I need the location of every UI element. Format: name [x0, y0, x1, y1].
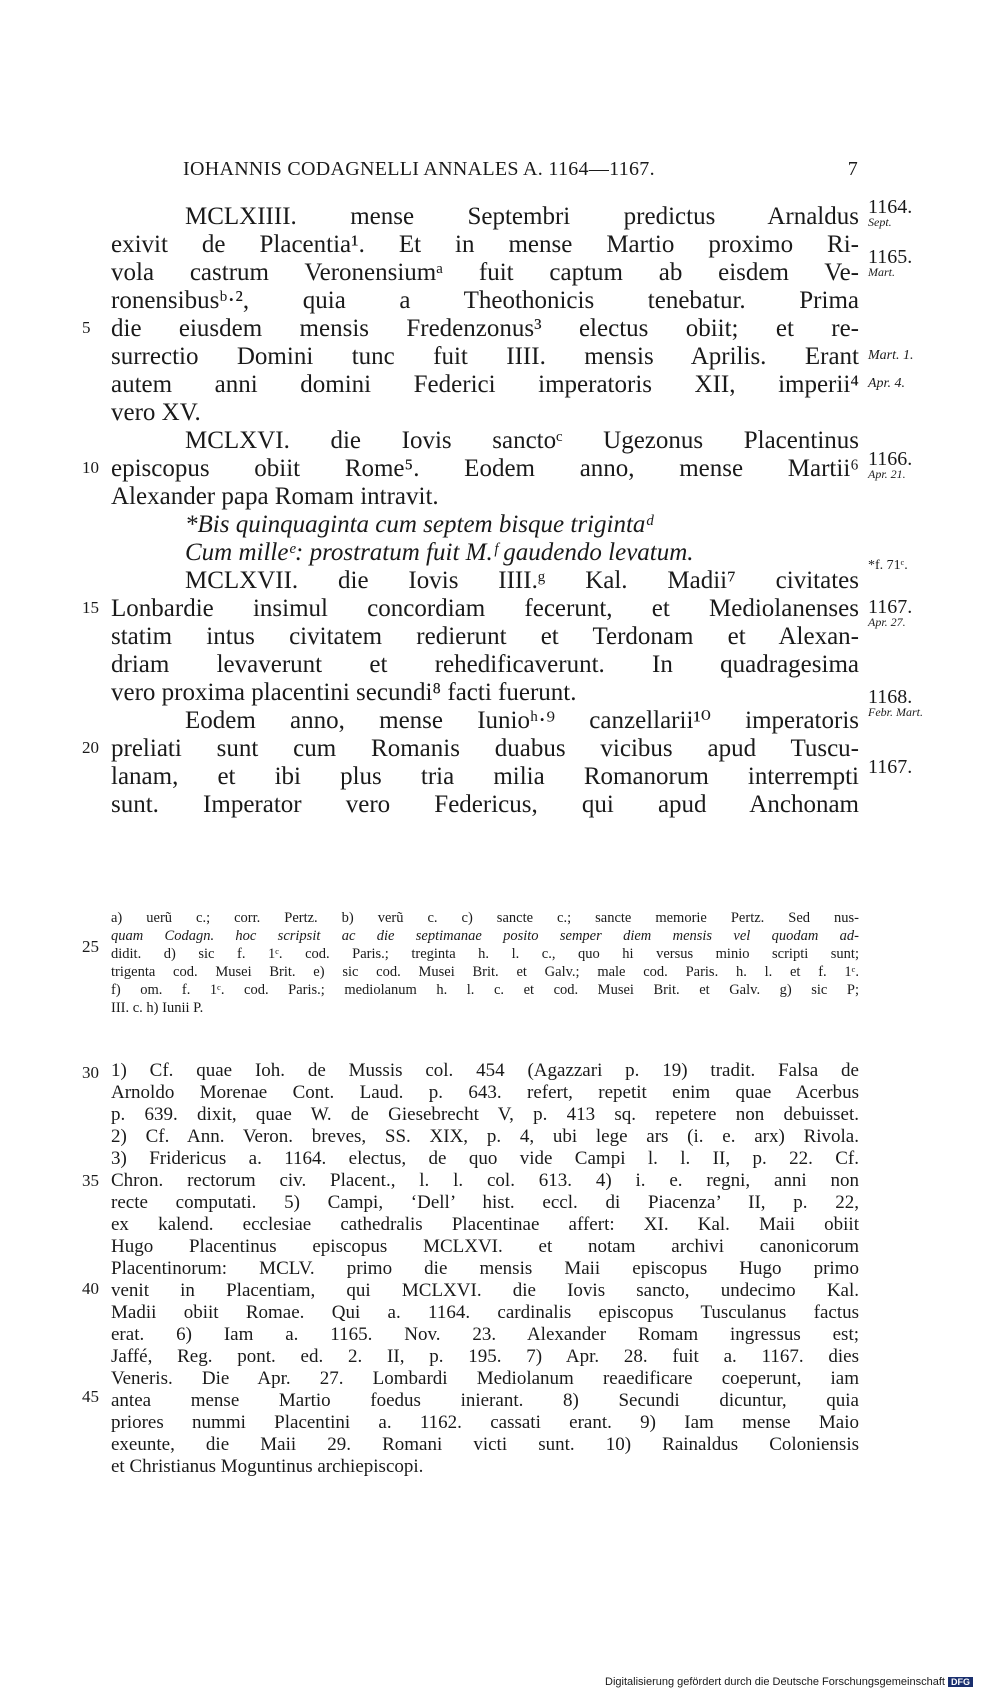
credit-text: Digitalisierung gefördert durch die Deutsche Forschungsgemeinschaft [605, 1676, 945, 1688]
line-number: 15 [82, 598, 99, 617]
text-line: vero XV. [111, 399, 201, 426]
running-header [183, 158, 858, 181]
text-line: exivit de Placentia¹. Et in mense Martio proximo Ri- [111, 231, 859, 258]
margin-date: 1166. Apr. 21. [868, 448, 913, 481]
digitization-credit [605, 1676, 973, 1688]
note-line: antea mense Martio foedus inierant. 8) Secundi dicuntur, quia [111, 1390, 859, 1411]
note-line: recte computati. 5) Campi, ‘Dell’ hist. eccl. di Piacenza’ II, p. 22, [111, 1192, 859, 1213]
note-line: p. 639. dixit, quae W. de Giesebrecht V, p. 413 sq. repetere non debuisset. [111, 1104, 859, 1125]
text-line: MCLXIIII. mense Septembri predictus Arnaldus [185, 203, 859, 230]
note-line: exeunte, die Maii 29. Romani victi sunt. 10) Rainaldus Coloniensis [111, 1434, 859, 1455]
note-line: Veneris. Die Apr. 27. Lombardi Mediolanum reaedificare coeperunt, iam [111, 1368, 859, 1389]
text-line: die eiusdem mensis Fredenzonus³ electus obiit; et re- [111, 315, 859, 342]
line-number: 40 [82, 1279, 99, 1298]
text-line: MCLXVII. die Iovis IIII.ᵍ Kal. Madii⁷ civitates [185, 567, 859, 594]
line-number: 30 [82, 1063, 99, 1082]
apparatus-line: f) om. f. 1ᶜ. cod. Paris.; mediolanum h. l. c. et cod. Musei Brit. et Galv. g) sic P; [111, 982, 859, 998]
line-number: 45 [82, 1387, 99, 1406]
text-line: ronensibusᵇ·², quia a Theothonicis tenebatur. Prima [111, 287, 859, 314]
text-line: Alexander papa Romam intravit. [111, 483, 439, 510]
margin-date: 1168. Febr. Mart. [868, 686, 923, 719]
text-line: vola castrum Veronensiumᵃ fuit captum ab eisdem Ve- [111, 259, 859, 286]
header-title: IOHANNIS CODAGNELLI ANNALES A. 1164—1167. [183, 158, 655, 180]
margin-date: Mart. 1. [868, 348, 914, 363]
margin-date: 1165. Mart. [868, 246, 913, 279]
apparatus-line: trigenta cod. Musei Brit. e) sic cod. Musei Brit. et Galv.; male cod. Paris. h. l. et f. 1ᶜ. [111, 964, 859, 980]
text-line: vero proxima placentini secundi⁸ facti fuerunt. [111, 679, 577, 706]
note-line: erat. 6) Iam a. 1165. Nov. 23. Alexander Romam ingressus est; [111, 1324, 859, 1345]
text-line: Eodem anno, mense Iunioʰ·⁹ canzellarii¹⁰ imperatoris [185, 707, 859, 734]
note-line: 2) Cf. Ann. Veron. breves, SS. XIX, p. 4, ubi lege ars (i. e. arx) Rivola. [111, 1126, 859, 1147]
margin-date: Apr. 4. [868, 376, 905, 391]
note-line: Madii obiit Romae. Qui a. 1164. cardinalis episcopus Tusculanus factus [111, 1302, 859, 1323]
apparatus-line: didit. d) sic f. 1ᶜ. cod. Paris.; treginta h. l. c., quo hi versus minio scripti sunt; [111, 946, 859, 962]
note-line: 1) Cf. quae Ioh. de Mussis col. 454 (Agazzari p. 19) tradit. Falsa de [111, 1060, 859, 1081]
apparatus-line: III. c. h) Iunii P. [111, 1000, 204, 1016]
note-line: Chron. rectorum civ. Placent., l. l. col. 613. 4) i. e. regni, anni non [111, 1170, 859, 1191]
note-line: et Christianus Moguntinus archiepiscopi. [111, 1456, 424, 1477]
note-line: ex kalend. ecclesiae cathedralis Placentinae affert: XI. Kal. Maii obiit [111, 1214, 859, 1235]
line-number: 20 [82, 738, 99, 757]
verse-line: *Bis quinquaginta cum septem bisque trigintaᵈ [185, 511, 654, 538]
note-line: venit in Placentiam, qui MCLXVI. die Iovis sancto, undecimo Kal. [111, 1280, 859, 1301]
margin-date: 1167. [868, 756, 913, 778]
line-number: 35 [82, 1171, 99, 1190]
margin-date: 1164. Sept. [868, 196, 913, 229]
text-line: sunt. Imperator vero Federicus, qui apud Anchonam [111, 791, 859, 818]
line-number: 5 [82, 318, 91, 337]
text-line: driam levaverunt et rehedificaverunt. In quadragesima [111, 651, 859, 678]
text-line: statim intus civitatem redierunt et Terdonam et Alexan- [111, 623, 859, 650]
apparatus-line: quam Codagn. hoc scripsit ac die septimanae posito semper diem mensis vel quodam ad- [111, 928, 859, 944]
page-number: 7 [847, 158, 858, 180]
note-line: Jaffé, Reg. pont. ed. 2. II, p. 195. 7) Apr. 28. fuit a. 1167. dies [111, 1346, 859, 1367]
text-line: surrectio Domini tunc fuit IIII. mensis Aprilis. Erant [111, 343, 859, 370]
dfg-logo: DFG [948, 1677, 973, 1687]
note-line: 3) Fridericus a. 1164. electus, de quo vide Campi l. l. II, p. 22. Cf. [111, 1148, 859, 1169]
note-line: Hugo Placentinus episcopus MCLXVI. et notam archivi canonicorum [111, 1236, 859, 1257]
line-number: 10 [82, 458, 99, 477]
verse-line: Cum milleᵉ: prostratum fuit M.ᶠ gaudendo levatum. [185, 539, 694, 566]
text-line: lanam, et ibi plus tria milia Romanorum interrempti [111, 763, 859, 790]
folio-mark: *f. 71ᶜ. [868, 558, 908, 573]
text-line: MCLXVI. die Iovis sanctoᶜ Ugezonus Placentinus [185, 427, 859, 454]
note-line: Arnoldo Morenae Cont. Laud. p. 643. refert, repetit enim quae Acerbus [111, 1082, 859, 1103]
note-line: priores nummi Placentini a. 1162. cassati erant. 9) Iam mense Maio [111, 1412, 859, 1433]
text-line: Lonbardie insimul concordiam fecerunt, et Mediolanenses [111, 595, 859, 622]
note-line: Placentinorum: MCLV. primo die mensis Maii episcopus Hugo primo [111, 1258, 859, 1279]
margin-date: 1167. Apr. 27. [868, 596, 913, 629]
text-line: preliati sunt cum Romanis duabus vicibus apud Tuscu- [111, 735, 859, 762]
apparatus-line: a) uerũ c.; corr. Pertz. b) verũ c. c) sancte c.; sancte memorie Pertz. Sed nus- [111, 910, 859, 926]
text-line: autem anni domini Federici imperatoris XII, imperii⁴ [111, 371, 859, 398]
text-line: episcopus obiit Rome⁵. Eodem anno, mense Martii⁶ [111, 455, 859, 482]
line-number: 25 [82, 937, 99, 956]
